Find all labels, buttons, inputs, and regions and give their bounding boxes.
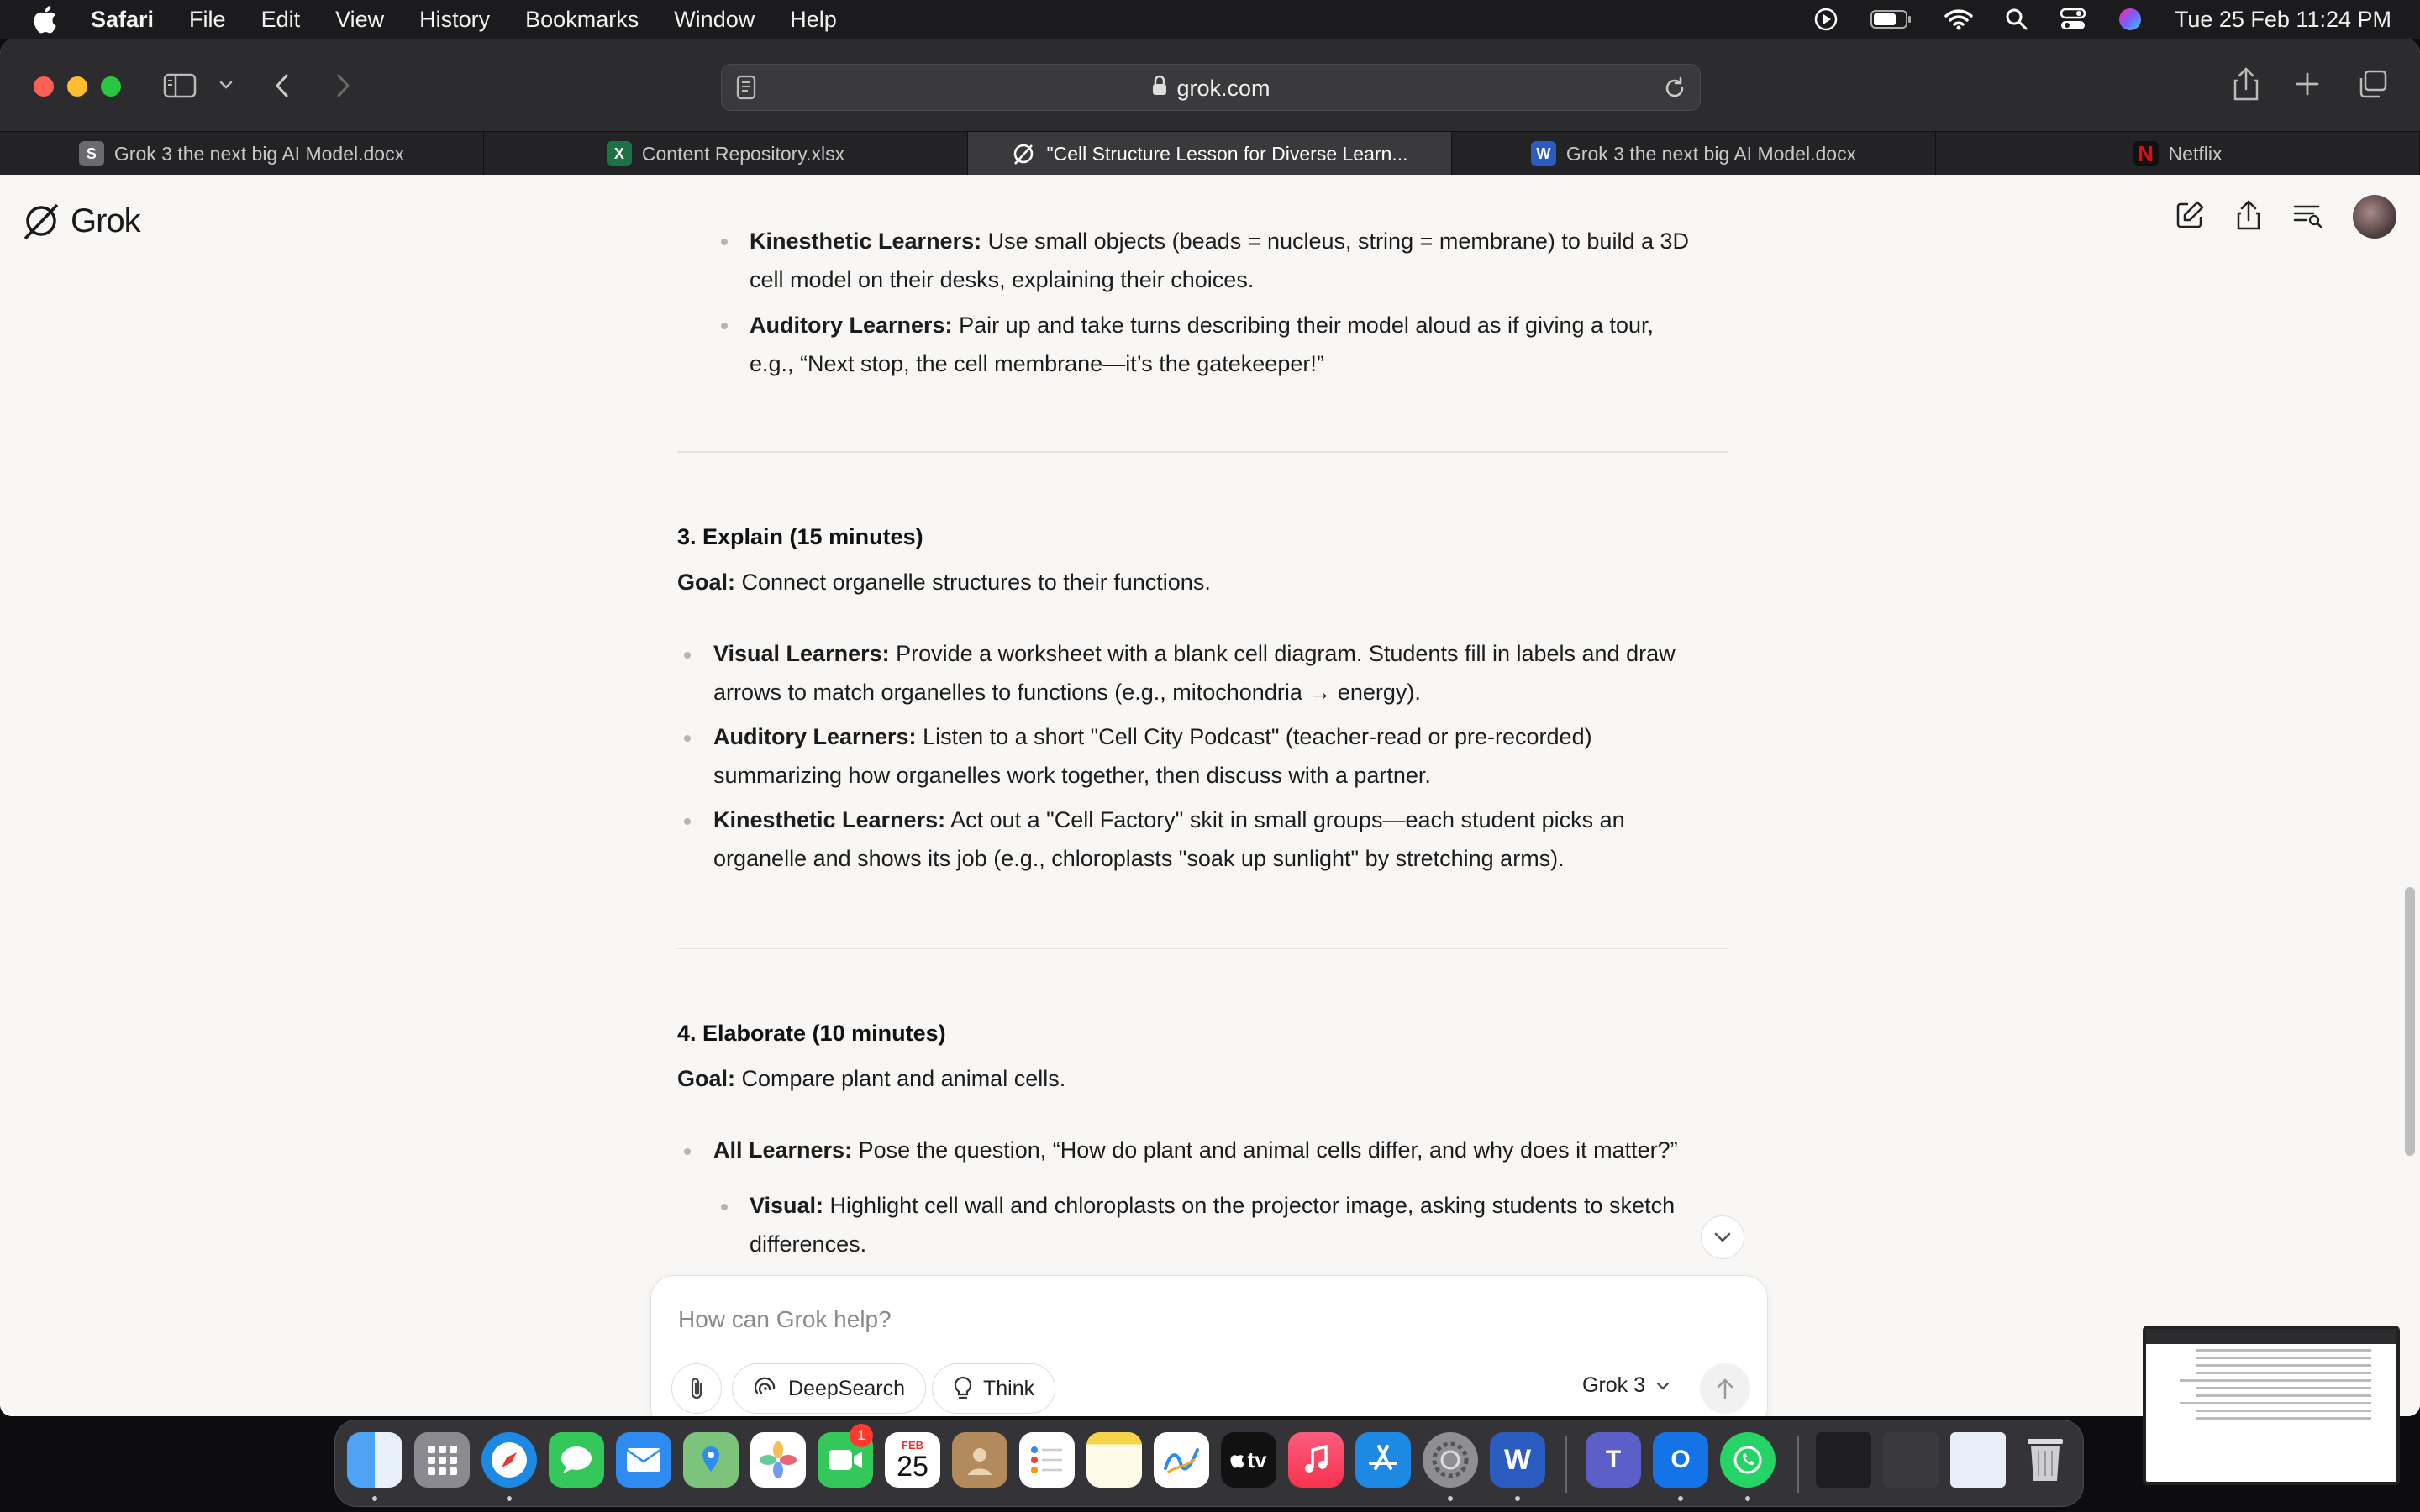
safari-window — [0, 39, 2420, 1416]
bullet-dot — [684, 818, 691, 825]
list-item-text: Pose the question, “How do plant and animal cells differ, and why does it matter?” — [852, 1137, 1678, 1163]
word-icon[interactable]: W — [1490, 1432, 1545, 1488]
excel-favicon-icon: X — [607, 141, 632, 166]
menu-view[interactable]: View — [335, 6, 385, 32]
apple-logo-icon — [1230, 1450, 1247, 1470]
photos-icon[interactable] — [750, 1432, 806, 1488]
menu-history[interactable]: History — [419, 6, 491, 32]
tab-overview-icon[interactable] — [2358, 69, 2388, 99]
list-item — [750, 1186, 1728, 1263]
model-label: Grok 3 — [1582, 1373, 1646, 1397]
message-input[interactable]: How can Grok help? — [678, 1306, 892, 1332]
freeform-icon[interactable] — [1154, 1432, 1209, 1488]
forward-arrow-icon[interactable] — [333, 72, 353, 99]
menu-file[interactable]: File — [189, 6, 226, 32]
think-button[interactable] — [932, 1363, 1055, 1414]
facetime-badge: 1 — [850, 1424, 873, 1447]
list-item — [750, 306, 1728, 383]
tab-label: Content Repository.xlsx — [641, 142, 845, 165]
thumbnail-text-line — [2196, 1349, 2371, 1352]
grok-logo[interactable] — [20, 200, 140, 242]
thumbnail-text-line — [2180, 1402, 2371, 1404]
menu-edit[interactable]: Edit — [260, 6, 301, 32]
grok-wordmark: Grok — [71, 202, 140, 239]
dock-separator — [1565, 1436, 1567, 1493]
section-heading-elaborate: 4. Elaborate (10 minutes) — [677, 1021, 946, 1046]
app-store-icon[interactable] — [1355, 1432, 1411, 1488]
grok-favicon-icon — [1011, 141, 1036, 166]
system-settings-icon[interactable] — [1423, 1432, 1478, 1488]
list-item — [713, 634, 1728, 711]
tab-label: Grok 3 the next big AI Model.docx — [1565, 142, 1857, 165]
calendar-day: 25 — [897, 1450, 929, 1483]
thumbnail-text-line — [2196, 1387, 2371, 1389]
thumbnail-text-line — [2196, 1410, 2371, 1412]
send-button[interactable] — [1700, 1363, 1750, 1414]
now-playing-icon[interactable] — [1813, 7, 1839, 32]
history-list-icon[interactable] — [2292, 202, 2323, 233]
calendar-month: FEB — [902, 1438, 923, 1452]
bullet-dot — [684, 652, 691, 659]
list-item-label: Visual Learners: — [713, 641, 890, 666]
list-item-text: arrows to match organelles to functions (e.g., mitochondria → energy). — [713, 680, 1421, 705]
list-item-text: differences. — [750, 1231, 867, 1257]
chevron-down-icon — [1713, 1231, 1732, 1243]
list-item — [750, 222, 1728, 299]
lightbulb-icon — [953, 1376, 973, 1401]
back-arrow-icon[interactable] — [272, 72, 292, 99]
apple-menu-icon[interactable] — [32, 5, 66, 34]
word-favicon-icon: W — [1531, 141, 1556, 166]
list-item-label: Auditory Learners: — [750, 312, 953, 338]
lock-icon — [1151, 75, 1168, 102]
list-item — [713, 801, 1728, 878]
document-favicon-icon: S — [79, 141, 104, 166]
section-goal — [677, 563, 1211, 601]
tab-label: "Cell Structure Lesson for Diverse Learn... — [1046, 142, 1408, 165]
bullet-dot — [684, 1148, 691, 1155]
teams-icon[interactable]: T — [1586, 1432, 1641, 1488]
share-icon[interactable] — [2232, 66, 2260, 102]
list-item-label: Kinesthetic Learners: — [750, 228, 982, 254]
tab-cell-structure-lesson[interactable] — [968, 132, 1452, 176]
list-item-text: organelle and shows its job (e.g., chloroplasts "soak up sunlight" by stretching arms). — [713, 846, 1565, 871]
goal-label: Goal: — [677, 570, 736, 595]
running-indicator — [1745, 1496, 1750, 1501]
user-avatar[interactable] — [2353, 195, 2396, 239]
list-item-label: Kinesthetic Learners: — [713, 807, 946, 832]
battery-icon[interactable] — [1870, 9, 1912, 29]
goal-text: Connect organelle structures to their functions. — [735, 570, 1211, 595]
tab-label: Netflix — [2168, 142, 2223, 165]
bullet-dot — [721, 323, 728, 329]
minimized-window-thumbnail[interactable] — [1883, 1432, 1939, 1488]
spotlight-search-icon[interactable] — [2005, 8, 2028, 31]
list-item-label: Auditory Learners: — [713, 724, 917, 749]
scroll-to-bottom-button[interactable] — [1701, 1215, 1744, 1259]
dock-separator — [1797, 1436, 1799, 1493]
new-tab-icon[interactable] — [2294, 71, 2321, 97]
sidebar-menu-chevron-icon[interactable] — [218, 79, 234, 91]
grok-logo-icon — [20, 200, 62, 242]
trash-icon[interactable] — [2018, 1432, 2073, 1488]
thumbnail-text-line — [2196, 1372, 2371, 1374]
running-indicator — [1448, 1496, 1453, 1501]
running-indicator — [1515, 1496, 1520, 1501]
screenshot-preview-thumbnail[interactable] — [2143, 1326, 2400, 1485]
dock — [334, 1420, 2084, 1507]
tab-label: Grok 3 the next big AI Model.docx — [113, 142, 405, 165]
section-goal — [677, 1059, 1065, 1098]
goal-label: Goal: — [677, 1066, 736, 1091]
launchpad-icon[interactable] — [414, 1432, 470, 1488]
deepsearch-icon — [753, 1376, 778, 1401]
siri-icon[interactable] — [2118, 7, 2143, 32]
calendar-icon[interactable] — [885, 1432, 940, 1488]
list-item-text: Listen to a short "Cell City Podcast" (teacher-read or pre-recorded) — [916, 724, 1592, 749]
menu-bar — [0, 0, 2420, 39]
deepsearch-button[interactable] — [732, 1363, 926, 1414]
outlook-icon[interactable]: O — [1653, 1432, 1708, 1488]
menubar-clock[interactable]: Tue 25 Feb 11:24 PM — [2174, 6, 2391, 32]
maps-icon[interactable] — [683, 1432, 739, 1488]
list-item-text: Act out a "Cell Factory" skit in small groups—each student picks an — [945, 807, 1625, 832]
goal-text: Compare plant and animal cells. — [735, 1066, 1066, 1091]
apple-tv-label: tv — [1247, 1446, 1267, 1473]
reload-icon[interactable] — [1663, 76, 1686, 100]
safari-icon[interactable] — [481, 1432, 537, 1488]
bullet-dot — [684, 735, 691, 742]
bullet-dot — [721, 1204, 728, 1210]
list-item-text: Provide a worksheet with a blank cell diagram. Students fill in labels and draw — [889, 641, 1676, 666]
wifi-icon[interactable] — [1944, 8, 1973, 30]
share-chat-icon[interactable] — [2235, 199, 2262, 235]
paperclip-icon — [687, 1376, 706, 1401]
menu-bookmarks[interactable]: Bookmarks — [525, 6, 639, 32]
attach-button[interactable] — [671, 1363, 722, 1414]
page-scrollbar[interactable] — [2405, 887, 2415, 1156]
mail-icon[interactable] — [616, 1432, 671, 1488]
list-item-text: Use small objects (beads = nucleus, string = membrane) to build a 3D — [981, 228, 1689, 254]
music-icon[interactable] — [1288, 1432, 1344, 1488]
section-divider — [677, 451, 1728, 453]
browser-toolbar — [0, 39, 2420, 131]
thumbnail-text-line — [2196, 1394, 2371, 1397]
chat-composer[interactable] — [650, 1275, 1768, 1416]
running-indicator — [507, 1496, 512, 1501]
tab-netflix[interactable] — [1936, 132, 2420, 176]
chevron-down-icon — [1655, 1381, 1670, 1391]
tab-bar — [0, 131, 2420, 175]
menu-app-name[interactable]: Safari — [91, 6, 155, 32]
tab-grok-doc-2[interactable] — [1452, 132, 1936, 176]
minimized-window-thumbnail[interactable] — [1816, 1432, 1871, 1488]
thumbnail-text-line — [2196, 1417, 2371, 1420]
sidebar-toggle-icon[interactable] — [163, 72, 197, 99]
list-item — [713, 1131, 1728, 1169]
close-window-button[interactable] — [34, 76, 54, 97]
contacts-icon[interactable] — [952, 1432, 1007, 1488]
address-bar[interactable] — [721, 64, 1701, 111]
list-item-text: e.g., “Next stop, the cell membrane—it’s the gatekeeper!” — [750, 351, 1324, 376]
minimized-window-thumbnail[interactable] — [1950, 1432, 2006, 1488]
url-text[interactable]: grok.com — [1176, 75, 1270, 101]
whatsapp-icon[interactable] — [1720, 1432, 1776, 1488]
deepsearch-label: DeepSearch — [788, 1376, 905, 1400]
running-indicator — [372, 1496, 377, 1501]
tab-content-repository[interactable] — [484, 132, 968, 176]
control-center-icon[interactable] — [2060, 8, 2086, 31]
bullet-dot — [721, 239, 728, 245]
grok-page — [0, 175, 2420, 1416]
section-heading-explain: 3. Explain (15 minutes) — [677, 524, 923, 549]
finder-icon[interactable] — [347, 1432, 402, 1488]
list-item-text: Pair up and take turns describing their model aloud as if giving a tour, — [952, 312, 1655, 338]
thumbnail-text-line — [2196, 1364, 2371, 1367]
list-item-text: cell model on their desks, explaining their choices. — [750, 267, 1255, 292]
netflix-favicon-icon: N — [2133, 141, 2159, 166]
reminders-icon[interactable] — [1019, 1432, 1075, 1488]
new-chat-edit-icon[interactable] — [2175, 200, 2205, 234]
menu-help[interactable]: Help — [790, 6, 837, 32]
menu-window[interactable]: Window — [674, 6, 755, 32]
list-item-label: All Learners: — [713, 1137, 853, 1163]
list-item — [713, 717, 1728, 795]
notes-icon[interactable] — [1086, 1432, 1142, 1488]
messages-icon[interactable] — [549, 1432, 604, 1488]
minimize-window-button[interactable] — [67, 76, 87, 97]
list-item-label: Visual: — [750, 1193, 824, 1218]
running-indicator — [1678, 1496, 1683, 1501]
thumbnail-toolbar — [2146, 1329, 2396, 1344]
list-item-text: summarizing how organelles work together, then discuss with a partner. — [713, 763, 1431, 788]
section-divider — [677, 948, 1728, 949]
list-item-text: Highlight cell wall and chloroplasts on the projector image, asking students to sketch — [823, 1193, 1676, 1218]
thumbnail-text-line — [2196, 1357, 2371, 1359]
thumbnail-text-line — [2180, 1379, 2371, 1382]
apple-tv-icon[interactable] — [1221, 1432, 1276, 1488]
model-selector[interactable] — [1582, 1373, 1670, 1398]
arrow-up-icon — [1715, 1377, 1735, 1400]
tab-grok-doc-1[interactable] — [0, 132, 484, 176]
think-label: Think — [983, 1376, 1035, 1400]
fullscreen-window-button[interactable] — [101, 76, 121, 97]
